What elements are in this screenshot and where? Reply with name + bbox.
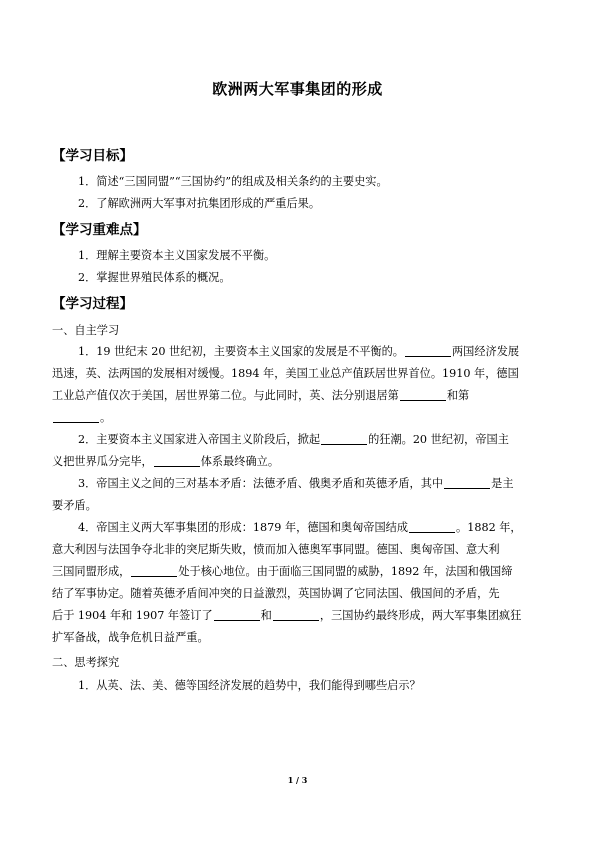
part1-title: 一、自主学习: [52, 324, 120, 337]
fill-blank[interactable]: [131, 564, 177, 577]
paragraph-3: [52, 473, 548, 517]
fill-blank[interactable]: [444, 476, 490, 489]
p3-line2: 要矛盾。: [52, 499, 97, 512]
p1-line3-tail: 和第: [446, 389, 470, 402]
fill-blank[interactable]: [409, 520, 455, 533]
p4-line5-tail: ，三国协约最终形成，两大军事集团疯狂: [319, 609, 522, 622]
p2-line1-text: 2．主要资本主义国家进入帝国主义阶段后，掀起: [78, 433, 321, 446]
key-point-item-1: 1．理解主要资本主义国家发展不平衡。: [78, 249, 276, 262]
p1-line1-text: 1．19 世纪末 20 世纪初，主要资本主义国家的发展是不平衡的。: [78, 345, 404, 358]
paragraph-2: [52, 429, 548, 473]
p2-line2-tail: 体系最终确立。: [200, 455, 280, 468]
fill-blank[interactable]: [53, 410, 99, 423]
p1-line1-tail: 两国经济发展: [451, 345, 520, 358]
question-1: 1．从英、法、美、德等国经济发展的趋势中，我们能得到哪些启示？: [78, 679, 421, 692]
p3-line1-text: 3．帝国主义之间的三对基本矛盾：法德矛盾、俄奥矛盾和英德矛盾，其中: [78, 477, 444, 490]
p4-line1-text: 4．帝国主义两大军事集团的形成：1879 年，德国和奥匈帝国结成: [78, 521, 409, 534]
paragraph-1: 1．19 世纪末 20 世纪初，主要资本主义国家的发展是不平衡的。 两国经济发展 迅速，英、法两国的发展相对缓慢。1894 年，美国工业总产值跃居世界首位。1910 年，德国 工业总产值仅次于美国，居世界第二位。与此同时，英、法分别退居第 和第 。: [52, 341, 548, 429]
fill-blank[interactable]: [321, 432, 367, 445]
p4-line5-mid: 和: [260, 609, 272, 622]
p2-line1-tail: 的狂潮。20 世纪初，帝国主: [368, 433, 509, 446]
p1-line2: 迅速，英、法两国的发展相对缓慢。1894 年，美国工业总产值跃居世界首位。1910 年，德国: [52, 367, 519, 380]
objective-item-1: 1．简述“三国同盟”“三国协约”的组成及相关条约的主要史实。: [78, 175, 388, 188]
fill-blank[interactable]: [214, 608, 260, 621]
p4-line2: 意大利因与法国争夺北非的突尼斯失败，愤而加入德奥军事同盟。德国、奥匈帝国、意大利: [52, 543, 500, 556]
p1-line3-text: 工业总产值仅次于美国，居世界第二位。与此同时，英、法分别退居第: [52, 389, 399, 402]
p3-line1-tail: 是主: [491, 477, 514, 490]
part2-title: 二、思考探究: [52, 656, 120, 669]
fill-blank[interactable]: [400, 388, 446, 401]
fill-blank[interactable]: [154, 454, 200, 467]
p2-line2-text: 义把世界瓜分完毕，: [52, 455, 153, 468]
p4-line5-text: 后于 1904 年和 1907 年签订了: [52, 609, 213, 622]
page-title: 欧洲两大军事集团的形成: [212, 80, 383, 98]
p4-line6: 扩军备战，战争危机日益严重。: [52, 631, 209, 644]
p4-line3-text: 三国同盟形成，: [52, 565, 131, 578]
p4-line1-tail: 。1882 年，: [456, 521, 522, 534]
section-heading-process: 【学习过程】: [52, 296, 133, 312]
fill-blank[interactable]: [273, 608, 319, 621]
section-heading-objectives: 【学习目标】: [52, 148, 133, 164]
key-point-item-2: 2．掌握世界殖民体系的概况。: [78, 271, 231, 284]
objective-item-2: 2．了解欧洲两大军事对抗集团形成的严重后果。: [78, 197, 321, 210]
page-number: 1 / 3: [287, 775, 308, 785]
p4-line4: 结了军事协定。随着英德矛盾间冲突的日益激烈，英国协调了它同法国、俄国间的矛盾，先: [52, 587, 500, 600]
p4-line3-tail: 处于核心地位。由于面临三国同盟的威胁，1892 年，法国和俄国缔: [178, 565, 513, 578]
section-heading-key-points: 【学习重难点】: [52, 222, 147, 238]
fill-blank[interactable]: [405, 344, 451, 357]
paragraph-4: [52, 517, 548, 649]
